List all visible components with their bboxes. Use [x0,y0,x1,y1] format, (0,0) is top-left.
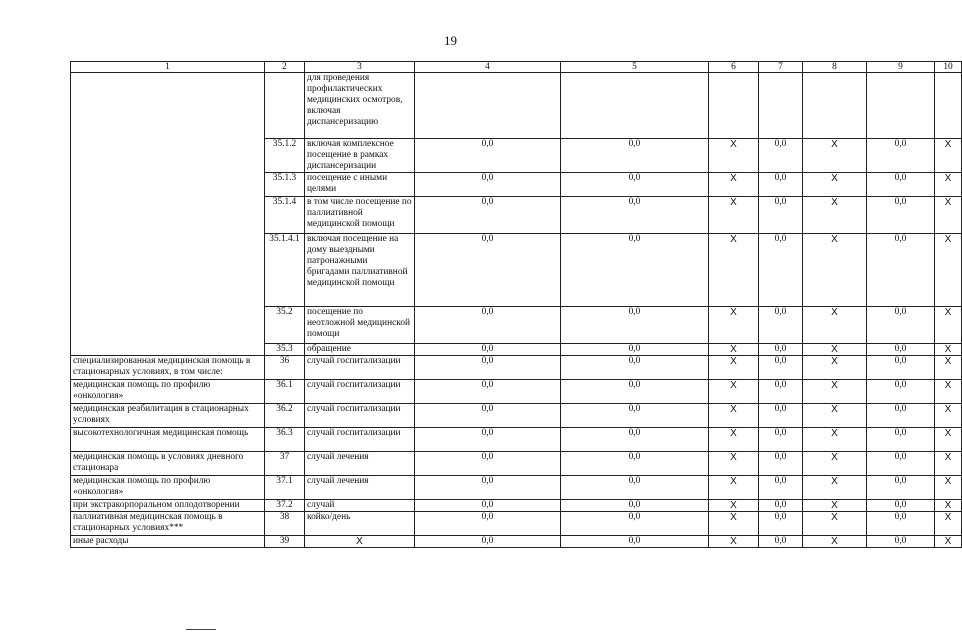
cell-value: X [935,428,962,452]
row-number: 35.1.2 [265,139,305,173]
cell-value: 0,0 [415,197,561,234]
cell-value: 0,0 [867,139,935,173]
cell-value: X [803,512,867,536]
table-row [71,476,962,500]
cell-value: X [709,234,759,307]
cell-value [867,73,935,139]
cell-value: 0,0 [415,234,561,307]
cell-value: X [935,500,962,512]
cell-value: X [803,139,867,173]
row-unit: посещение по неотложной медицинской помощи [305,307,415,344]
table-row [71,536,962,548]
cell-value: X [935,380,962,404]
row-number: 36.1 [265,380,305,404]
cell-value: X [935,173,962,197]
row-unit: включая комплексное посещение в рамках диспансеризации [305,139,415,173]
cell-value: X [709,512,759,536]
cell-value: 0,0 [759,536,803,548]
cell-value: 0,0 [415,380,561,404]
row-section-label: медицинская помощь по профилю «онкология» [71,380,265,404]
cell-value: X [803,476,867,500]
cell-value: X [709,404,759,428]
table-row [71,512,962,536]
cell-value: X [935,234,962,307]
cell-value [415,73,561,139]
cell-value: 0,0 [867,536,935,548]
row-unit: случай лечения [305,476,415,500]
cell-value: 0,0 [415,476,561,500]
cell-value: 0,0 [759,344,803,356]
table-header-row [71,62,962,73]
cell-value: X [803,452,867,476]
cell-value: 0,0 [867,234,935,307]
cell-value: 0,0 [561,500,709,512]
cell-value: 0,0 [759,234,803,307]
cell-value: 0,0 [561,404,709,428]
cell-value: 0,0 [415,536,561,548]
column-header: 2 [265,62,305,73]
cell-value: X [709,476,759,500]
row-number: 38 [265,512,305,536]
table-row [71,356,962,380]
cell-value: X [709,356,759,380]
column-header: 1 [71,62,265,73]
cell-value: X [803,197,867,234]
row-unit: обращение [305,344,415,356]
column-header: 5 [561,62,709,73]
cell-value: X [803,234,867,307]
cell-value: X [935,307,962,344]
row-section-label: иные расходы [71,536,265,548]
cell-value: X [935,404,962,428]
cell-value: 0,0 [867,476,935,500]
cell-value: 0,0 [561,234,709,307]
row-unit: случай [305,500,415,512]
cell-value: 0,0 [867,512,935,536]
cell-value: 0,0 [867,197,935,234]
scan-mark [186,629,216,630]
cell-value: 0,0 [415,307,561,344]
cell-value: 0,0 [759,173,803,197]
row-unit: посещение с иными целями [305,173,415,197]
column-header: 4 [415,62,561,73]
cell-value: X [709,500,759,512]
column-header: 8 [803,62,867,73]
cell-value: 0,0 [415,500,561,512]
cell-value: 0,0 [759,307,803,344]
cell-value: 0,0 [759,380,803,404]
row-number: 36 [265,356,305,380]
row-section-label: при экстракорпоральном оплодотворении [71,500,265,512]
cell-value: 0,0 [867,452,935,476]
table-row [71,404,962,428]
cell-value: X [709,173,759,197]
row-unit: X [305,536,415,548]
row-unit: в том числе посещение по паллиативной медицинской помощи [305,197,415,234]
cell-value: 0,0 [561,428,709,452]
cell-value: X [709,307,759,344]
row-section-label: специализированная медицинская помощь в стационарных условиях, в том числе: [71,356,265,380]
cell-value: X [935,452,962,476]
row-number: 37.1 [265,476,305,500]
cell-value: X [935,197,962,234]
cell-value: 0,0 [561,197,709,234]
cell-value: 0,0 [415,344,561,356]
row-unit: случай госпитализации [305,356,415,380]
cell-value: X [709,428,759,452]
table-row [71,428,962,452]
row-number: 35.2 [265,307,305,344]
cell-value: X [935,512,962,536]
cell-value: 0,0 [415,452,561,476]
cell-value: X [935,536,962,548]
table-row [71,452,962,476]
cell-value: 0,0 [561,307,709,344]
cell-value: X [709,452,759,476]
row-number: 35.1.4.1 [265,234,305,307]
row-unit: включая посещение на дому выездными патронажными бригадами паллиативной медицинской помощи [305,234,415,307]
cell-value: 0,0 [759,512,803,536]
cell-value: 0,0 [415,173,561,197]
column-header: 9 [867,62,935,73]
cell-value: 0,0 [415,512,561,536]
cell-value: 0,0 [561,139,709,173]
cell-value: 0,0 [561,356,709,380]
cell-value [759,73,803,139]
cell-value: 0,0 [561,452,709,476]
cell-value: X [803,380,867,404]
cell-value: 0,0 [867,500,935,512]
cell-value: X [803,307,867,344]
cell-value: X [803,344,867,356]
row-section-label: медицинская помощь в условиях дневного стационара [71,452,265,476]
cell-value: 0,0 [415,356,561,380]
cell-value: 0,0 [561,512,709,536]
row-unit: случай госпитализации [305,428,415,452]
cell-value: X [803,428,867,452]
row-section-label: высокотехнологичная медицинская помощь [71,428,265,452]
cell-value: 0,0 [561,476,709,500]
cell-value: X [935,139,962,173]
row-number: 35.3 [265,344,305,356]
cell-value: 0,0 [867,380,935,404]
page-number: 19 [444,33,457,48]
cell-value: 0,0 [415,404,561,428]
cell-value: 0,0 [415,139,561,173]
cell-value: X [935,476,962,500]
table-row [71,73,962,139]
cell-value: 0,0 [867,428,935,452]
cell-value: 0,0 [867,307,935,344]
row-unit: койко/день [305,512,415,536]
column-header: 10 [935,62,962,73]
cell-value: X [803,173,867,197]
column-header: 7 [759,62,803,73]
cell-value [803,73,867,139]
cell-value: X [935,356,962,380]
row-section-label: медицинская помощь по профилю «онкология» [71,476,265,500]
financing-table [70,61,962,548]
column-header: 6 [709,62,759,73]
row-unit: для проведения профилактических медицинских осмотров, включая диспансеризацию [305,73,415,139]
table-row [71,500,962,512]
row-section-label: паллиативная медицинская помощь в стационарных условиях*** [71,512,265,536]
cell-value: 0,0 [867,404,935,428]
cell-value: 0,0 [759,476,803,500]
cell-value: 0,0 [759,356,803,380]
cell-value: 0,0 [867,356,935,380]
cell-value: 0,0 [759,428,803,452]
row-unit: случай госпитализации [305,404,415,428]
row-number [265,73,305,139]
cell-value: X [709,197,759,234]
cell-value: X [803,500,867,512]
cell-value: 0,0 [561,536,709,548]
cell-value: X [803,404,867,428]
row-section-label: медицинская реабилитация в стационарных условиях [71,404,265,428]
row-number: 35.1.3 [265,173,305,197]
table-row [71,380,962,404]
cell-value: X [803,356,867,380]
row-number: 36.2 [265,404,305,428]
cell-value: 0,0 [415,428,561,452]
cell-value: 0,0 [759,452,803,476]
column-header: 3 [305,62,415,73]
row-unit: случай госпитализации [305,380,415,404]
cell-value: 0,0 [759,197,803,234]
cell-value: X [935,344,962,356]
cell-value: 0,0 [561,344,709,356]
cell-value [709,73,759,139]
row-number: 35.1.4 [265,197,305,234]
cell-value: 0,0 [867,344,935,356]
cell-value: 0,0 [759,404,803,428]
row-number: 39 [265,536,305,548]
row-unit: случай лечения [305,452,415,476]
row-number: 36.3 [265,428,305,452]
cell-value: 0,0 [561,173,709,197]
cell-value: 0,0 [561,380,709,404]
cell-value: X [709,536,759,548]
cell-value: 0,0 [759,139,803,173]
row-number: 37 [265,452,305,476]
cell-value: X [709,344,759,356]
row-number: 37.2 [265,500,305,512]
cell-value [561,73,709,139]
cell-value [935,73,962,139]
cell-value: X [803,536,867,548]
cell-value: 0,0 [759,500,803,512]
cell-value: X [709,380,759,404]
cell-value: 0,0 [867,173,935,197]
cell-value: X [709,139,759,173]
table-body [71,62,962,548]
row-section-label [71,73,265,356]
